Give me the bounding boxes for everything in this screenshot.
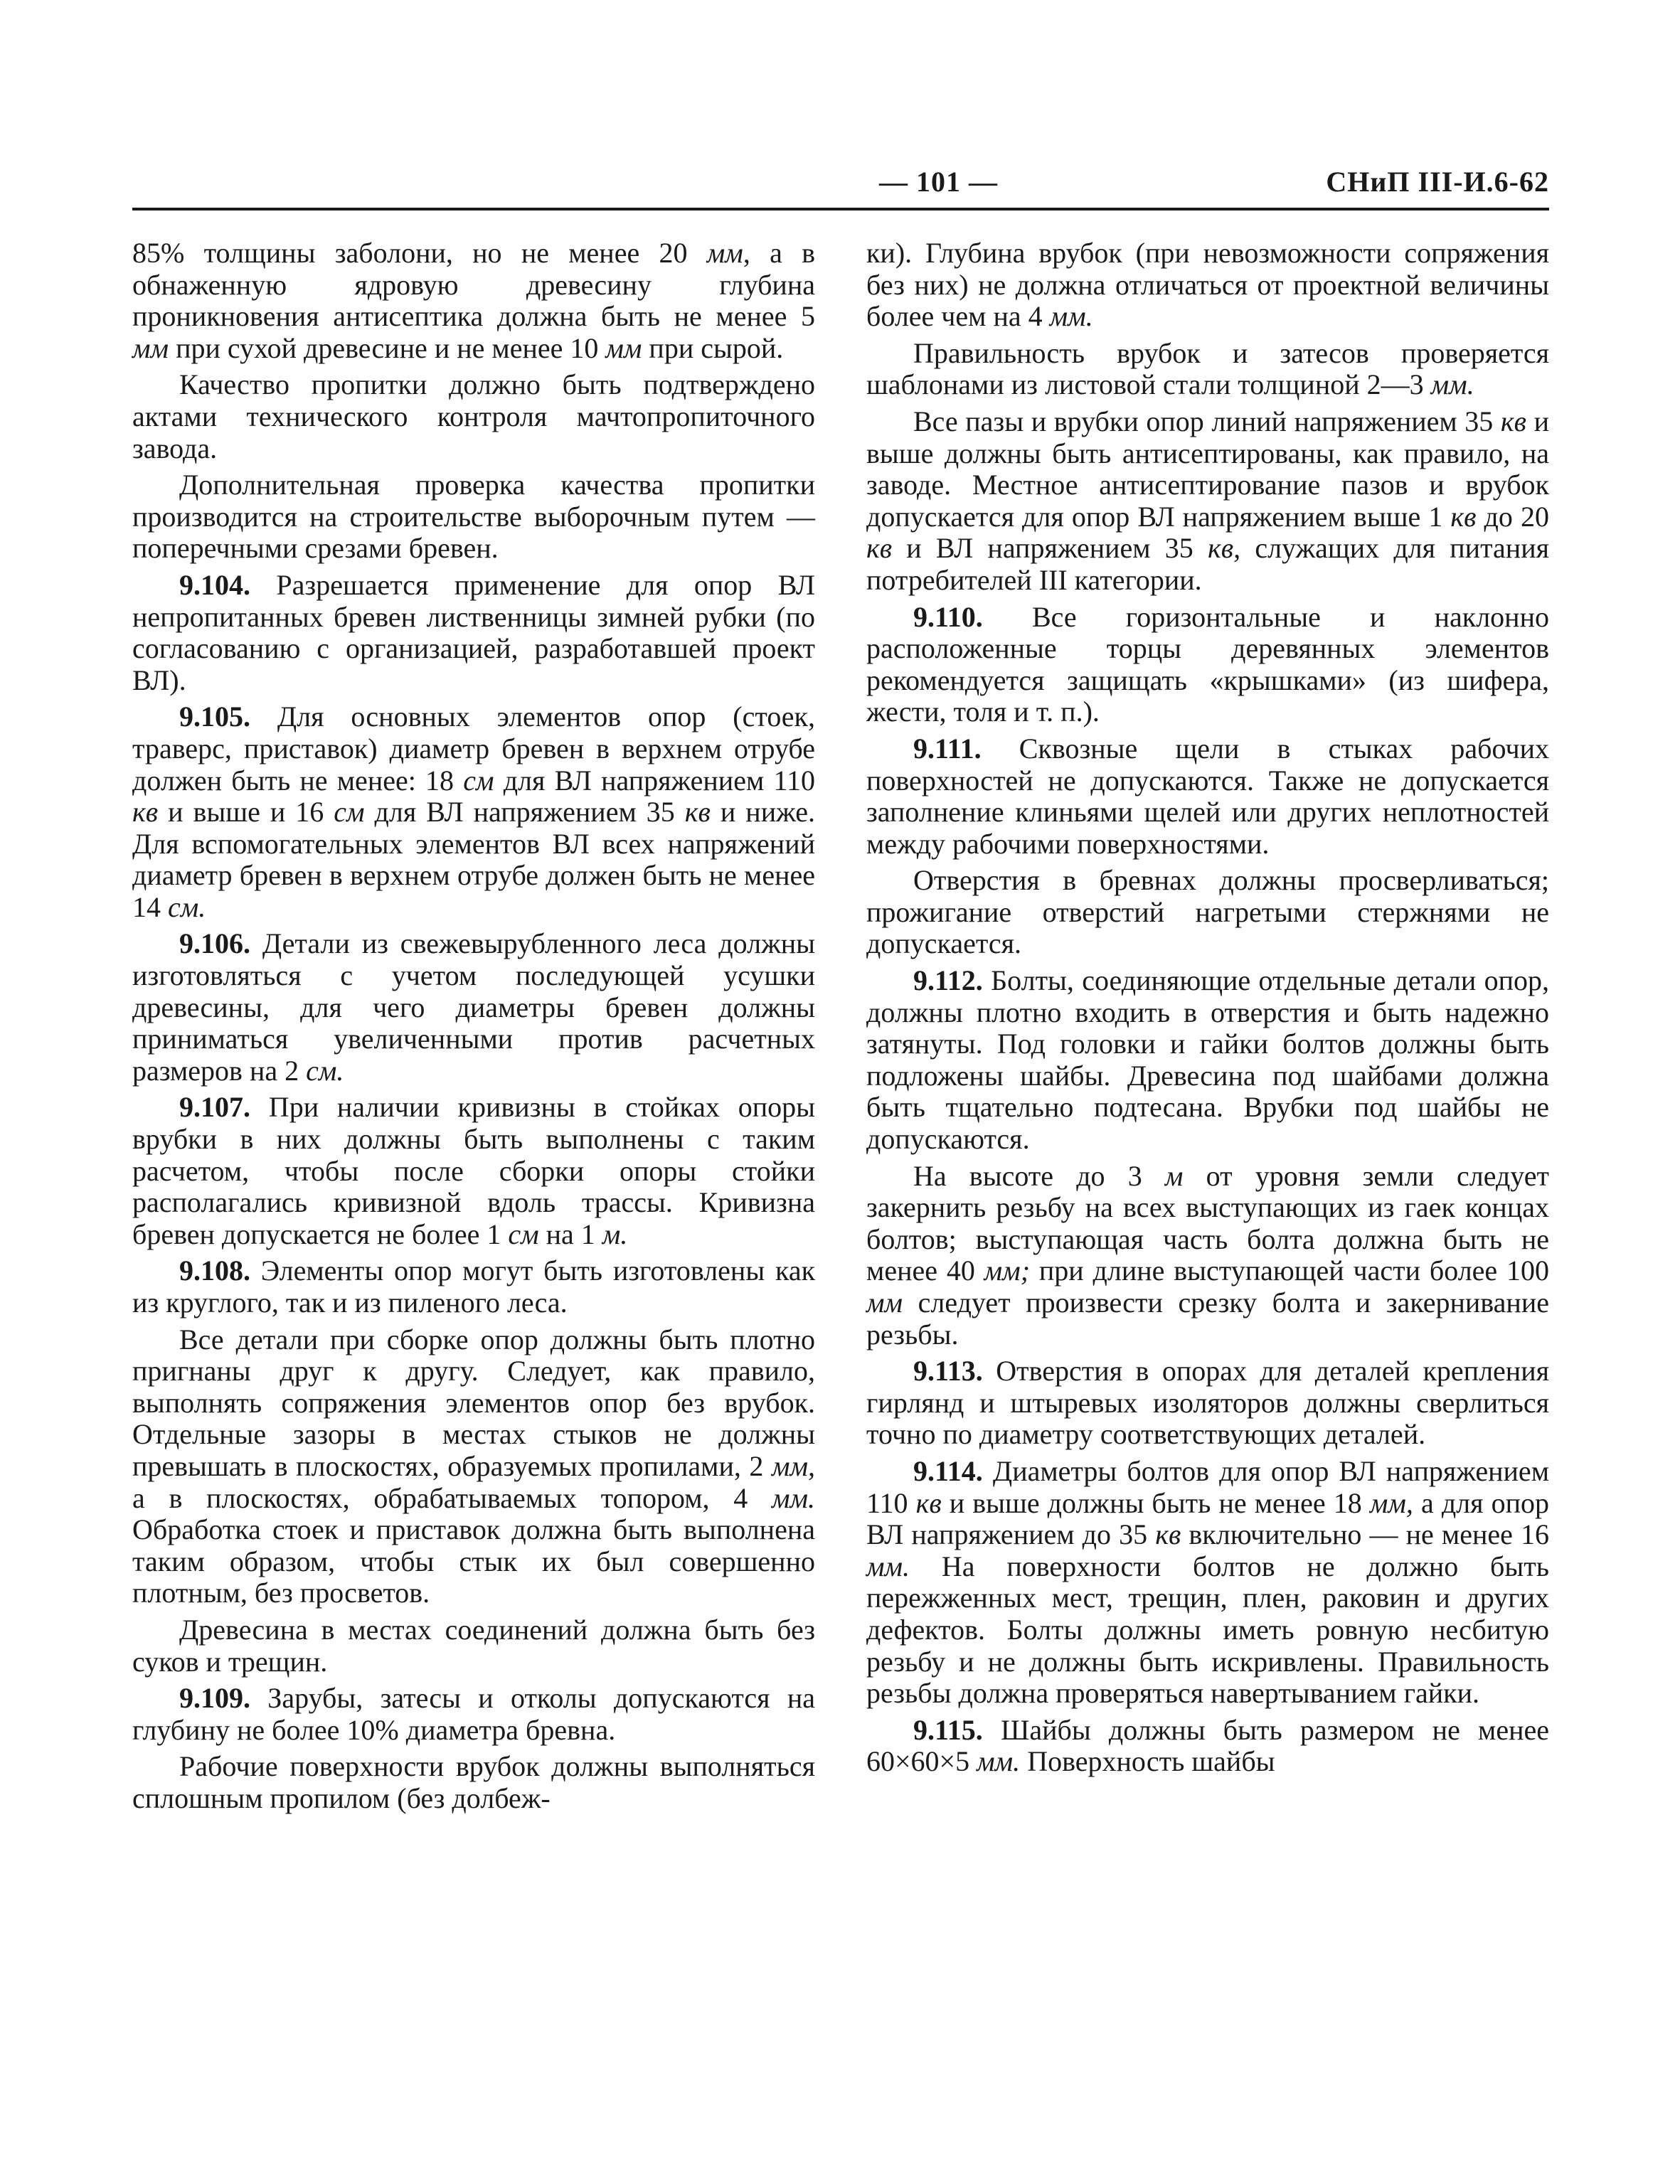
- paragraph: Дополнительная проверка качества пропитки производится на строительстве выборочным путем — поперечными срезами бревен.: [132, 469, 815, 565]
- header-rule: [132, 208, 1549, 211]
- paragraph: Древесина в местах соединений должна быть без суков и трещин.: [132, 1613, 815, 1678]
- paragraph: Правильность врубок и затесов проверяется шаблонами из листовой стали толщиной 2—3 мм.: [866, 336, 1549, 401]
- clause-9-108: 9.108. Элементы опор могут быть изготовлены как из круглого, так и из пиленого леса.: [132, 1255, 815, 1319]
- paragraph: Отверстия в бревнах должны просверливаться; прожигание отверстий нагретыми стержнями не допускается.: [866, 864, 1549, 960]
- clause-9-111: 9.111. Сквозные щели в стыках рабочих поверхностей не допускаются. Также не допускается заполнение клиньями щелей или других неплотностей между рабочими поверхностями.: [866, 732, 1549, 860]
- page-header: [132, 162, 1549, 205]
- clause-9-109: 9.109. Зарубы, затесы и отколы допускаются на глубину не более 10% диаметра бревна.: [132, 1682, 815, 1746]
- clause-9-104: 9.104. Разрешается применение для опор ВЛ непропитанных бревен лиственницы зимней рубки (по согласованию с организацией, разработавшей проект ВЛ).: [132, 568, 815, 696]
- paragraph: Рабочие поверхности врубок должны выполняться сплошным пропилом (без долбеж-: [132, 1750, 815, 1814]
- clause-9-115: 9.115. Шайбы должны быть размером не менее 60×60×5 мм. Поверхность шайбы: [866, 1713, 1549, 1778]
- clause-9-114: 9.114. Диаметры болтов для опор ВЛ напряжением 110 кв и выше должны быть не менее 18 мм, а для опор ВЛ напряжением до 35 кв включительно — не менее 16 мм. На поверхности болтов не должно быть пережженных мест, трещин, плен, раковин и других дефектов. Болты должны иметь ровную несбитую резьбу и не должны быть искривлены. Правильность резьбы должна проверяться навертыванием гайки.: [866, 1454, 1550, 1710]
- paragraph: На высоте до 3 м от уровня земли следует закернить резьбу на всех выступающих из гаек концах болтов; выступающая часть болта должна быть не менее 40 мм; при длине выступающей части более 100 мм следует произвести срезку болта и закернивание резьбы.: [866, 1159, 1550, 1351]
- page-number: — 101 —: [879, 166, 998, 198]
- left-column: [132, 238, 815, 1820]
- clause-9-105: 9.105. Для основных элементов опор (стоек, траверс, приставок) диаметр бревен в верхнем отрубе должен быть не менее: 18 см для ВЛ напряжением 110 кв и выше и 16 см для ВЛ напряжением 35 кв и ниже. Для вспомогательных элементов ВЛ всех напряжений диаметр бревен в верхнем отрубе должен быть не менее 14 см.: [132, 701, 815, 923]
- paragraph: 85% толщины заболони, но не менее 20 мм, а в обнаженную ядровую древесину глубина проникновения антисептика должна быть не менее 5 мм при сухой древесине и не менее 10 мм при сырой.: [132, 237, 815, 364]
- paragraph: ки). Глубина врубок (при невозможности сопряжения без них) не должна отличаться от проектной величины более чем на 4 мм.: [866, 237, 1549, 333]
- right-column: [866, 238, 1549, 1783]
- document-code: СНиП III-И.6-62: [1326, 166, 1549, 198]
- clause-9-107: 9.107. При наличии кривизны в стойках опоры врубки в них должны быть выполнены с таким расчетом, чтобы после сборки опоры стойки располагались кривизной вдоль трассы. Кривизна бревен допускается не более 1 см на 1 м.: [132, 1091, 815, 1250]
- paragraph: Все детали при сборке опор должны быть плотно пригнаны друг к другу. Следует, как правило, выполнять сопряжения элементов опор без врубок. Отдельные зазоры в местах стыков не должны превышать в плоскостях, образуемых пропилами, 2 мм, а в плоскостях, обрабатываемых топором, 4 мм. Обработка стоек и приставок должна быть выполнена таким образом, чтобы стык их был совершенно плотным, без просветов.: [132, 1323, 815, 1609]
- clause-9-113: 9.113. Отверстия в опорах для деталей крепления гирлянд и штыревых изоляторов должны сверлиться точно по диаметру соответствующих деталей.: [866, 1355, 1549, 1451]
- paragraph: Все пазы и врубки опор линий напряжением 35 кв и выше должны быть антисептированы, как правило, на заводе. Местное антисептирование пазов и врубок допускается для опор ВЛ напряжением выше 1 кв до 20 кв и ВЛ напряжением 35 кв, служащих для питания потребителей III категории.: [866, 405, 1549, 596]
- paragraph: Качество пропитки должно быть подтверждено актами технического контроля мачтопропиточного завода.: [132, 368, 815, 464]
- clause-9-110: 9.110. Все горизонтальные и наклонно расположенные торцы деревянных элементов рекомендуется защищать «крышками» (из шифера, жести, толя и т. п.).: [866, 600, 1549, 728]
- clause-9-106: 9.106. Детали из свежевырубленного леса должны изготовляться с учетом последующей усушки древесины, для чего диаметры бревен должны приниматься увеличенными против расчетных размеров на 2 см.: [132, 927, 815, 1087]
- clause-9-112: 9.112. Болты, соединяющие отдельные детали опор, должны плотно входить в отверстия и быть надежно затянуты. Под головки и гайки болтов должны быть подложены шайбы. Древесина под шайбами должна быть тщательно подтесана. Врубки под шайбы не допускаются.: [866, 964, 1549, 1156]
